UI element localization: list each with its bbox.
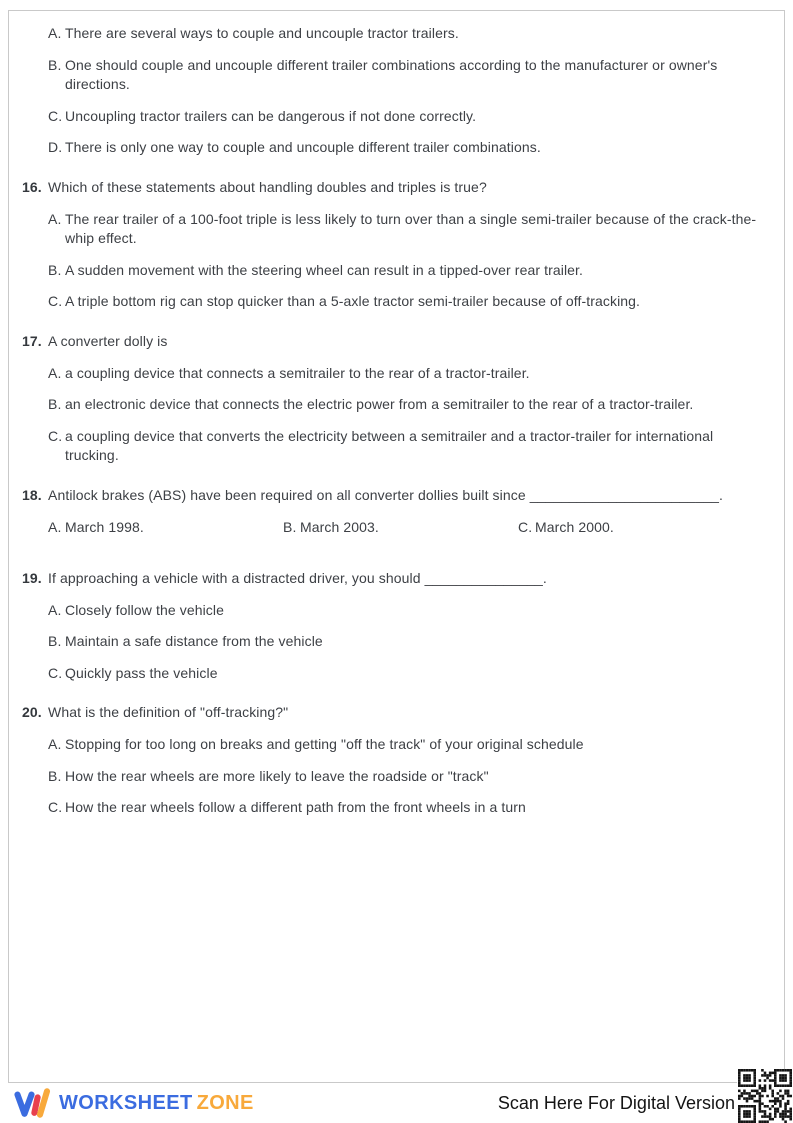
question-number: 16.	[22, 178, 42, 195]
option-text: How the rear wheels follow a different path from the front wheels in a turn	[65, 799, 526, 816]
option-text: The rear trailer of a 100-foot triple is less likely to turn over than a single semi-trailer because of the crack-the-whip effect.	[65, 210, 757, 247]
question-text: If approaching a vehicle with a distracted driver, you should _______________.	[48, 570, 547, 587]
option-text: A triple bottom rig can stop quicker than a 5-axle tractor semi-trailer because of off-tracking.	[65, 293, 641, 310]
option-text: There are several ways to couple and uncouple tractor trailers.	[65, 25, 459, 41]
option-letter: C.	[48, 664, 63, 681]
answer-option	[48, 601, 758, 621]
option-letter: C.	[48, 107, 63, 124]
question-number: 18.	[22, 486, 42, 503]
answer-option	[48, 107, 758, 127]
option-text: a coupling device that connects a semitrailer to the rear of a tractor-trailer.	[65, 364, 530, 381]
answer-option	[48, 518, 283, 538]
option-text: One should couple and uncouple different trailer combinations according to the manufacturer or owner's directions.	[65, 56, 718, 93]
answer-option	[48, 364, 758, 384]
option-list	[48, 24, 758, 158]
question-header	[22, 703, 758, 723]
option-letter: A.	[48, 210, 62, 227]
option-text: Quickly pass the vehicle	[65, 664, 218, 681]
page-border	[8, 10, 785, 1083]
question-block	[22, 24, 758, 158]
option-list	[48, 735, 758, 818]
option-letter: B.	[48, 633, 62, 650]
option-letter: B.	[48, 261, 62, 278]
question-block	[22, 569, 758, 683]
answer-option	[48, 56, 758, 95]
question-header	[22, 486, 758, 506]
option-text: an electronic device that connects the electric power from a semitrailer to the rear of a tractor-trailer.	[65, 396, 694, 413]
footer	[8, 1084, 793, 1122]
option-letter: B.	[48, 767, 62, 784]
option-text: There is only one way to couple and uncouple different trailer combinations.	[65, 139, 541, 156]
answer-option	[48, 138, 758, 158]
brand-zone: ZONE	[196, 1091, 254, 1114]
worksheetzone-logo	[13, 1088, 254, 1118]
question-block	[22, 486, 758, 549]
option-text: March 2000.	[535, 518, 614, 535]
answer-option	[48, 261, 758, 281]
option-letter: A.	[48, 518, 62, 535]
option-letter: D.	[48, 139, 63, 156]
answer-option	[48, 798, 758, 818]
scan-here-text: Scan Here For Digital Version	[497, 1092, 735, 1113]
option-list	[48, 364, 758, 466]
qr-code	[737, 1069, 793, 1123]
option-text: a coupling device that converts the electricity between a semitrailer and a tractor-trailer for international trucking.	[65, 427, 714, 464]
question-block	[22, 703, 758, 817]
answer-option	[283, 518, 518, 538]
option-text: How the rear wheels are more likely to leave the roadside or "track"	[65, 767, 489, 784]
option-list	[48, 210, 758, 312]
question-text: A converter dolly is	[48, 332, 168, 349]
question-header	[22, 178, 758, 198]
question-block	[22, 178, 758, 312]
question-list	[9, 11, 784, 818]
option-letter: C.	[48, 293, 63, 310]
option-list	[48, 518, 758, 550]
option-letter: C.	[48, 799, 63, 816]
option-letter: C.	[48, 427, 63, 444]
answer-option	[518, 518, 753, 538]
answer-option	[48, 210, 758, 249]
answer-option	[48, 395, 758, 415]
answer-option	[48, 292, 758, 312]
option-list	[48, 601, 758, 684]
answer-option	[48, 427, 758, 466]
question-text: What is the definition of "off-tracking?"	[48, 704, 289, 721]
question-number: 17.	[22, 332, 42, 349]
option-text: A sudden movement with the steering wheel can result in a tipped-over rear trailer.	[65, 261, 584, 278]
option-letter: A.	[48, 736, 62, 753]
option-text: March 2003.	[300, 518, 379, 535]
option-letter: C.	[518, 518, 533, 535]
option-letter: B.	[283, 518, 297, 535]
option-letter: A.	[48, 25, 62, 41]
question-text: Antilock brakes (ABS) have been required on all converter dollies built since ________________________.	[48, 486, 723, 503]
question-number: 19.	[22, 570, 42, 587]
answer-option	[48, 767, 758, 787]
option-text: Uncoupling tractor trailers can be dangerous if not done correctly.	[65, 107, 477, 124]
option-letter: A.	[48, 364, 62, 381]
answer-option	[48, 24, 758, 44]
brand-worksheet: WORKSHEET	[59, 1091, 193, 1114]
question-text: Which of these statements about handling doubles and triples is true?	[48, 178, 487, 195]
question-header	[22, 332, 758, 352]
answer-option	[48, 632, 758, 652]
option-text: Maintain a safe distance from the vehicle	[65, 633, 323, 650]
question-number: 20.	[22, 704, 42, 721]
option-letter: B.	[48, 56, 62, 73]
question-block	[22, 332, 758, 466]
question-header	[22, 569, 758, 589]
answer-option	[48, 735, 758, 755]
answer-option	[48, 664, 758, 684]
option-text: Stopping for too long on breaks and getting "off the track" of your original schedule	[65, 736, 584, 753]
option-text: March 1998.	[65, 518, 144, 535]
logo-w-icon	[13, 1088, 51, 1118]
option-letter: B.	[48, 396, 62, 413]
option-letter: A.	[48, 601, 62, 618]
option-text: Closely follow the vehicle	[65, 601, 225, 618]
